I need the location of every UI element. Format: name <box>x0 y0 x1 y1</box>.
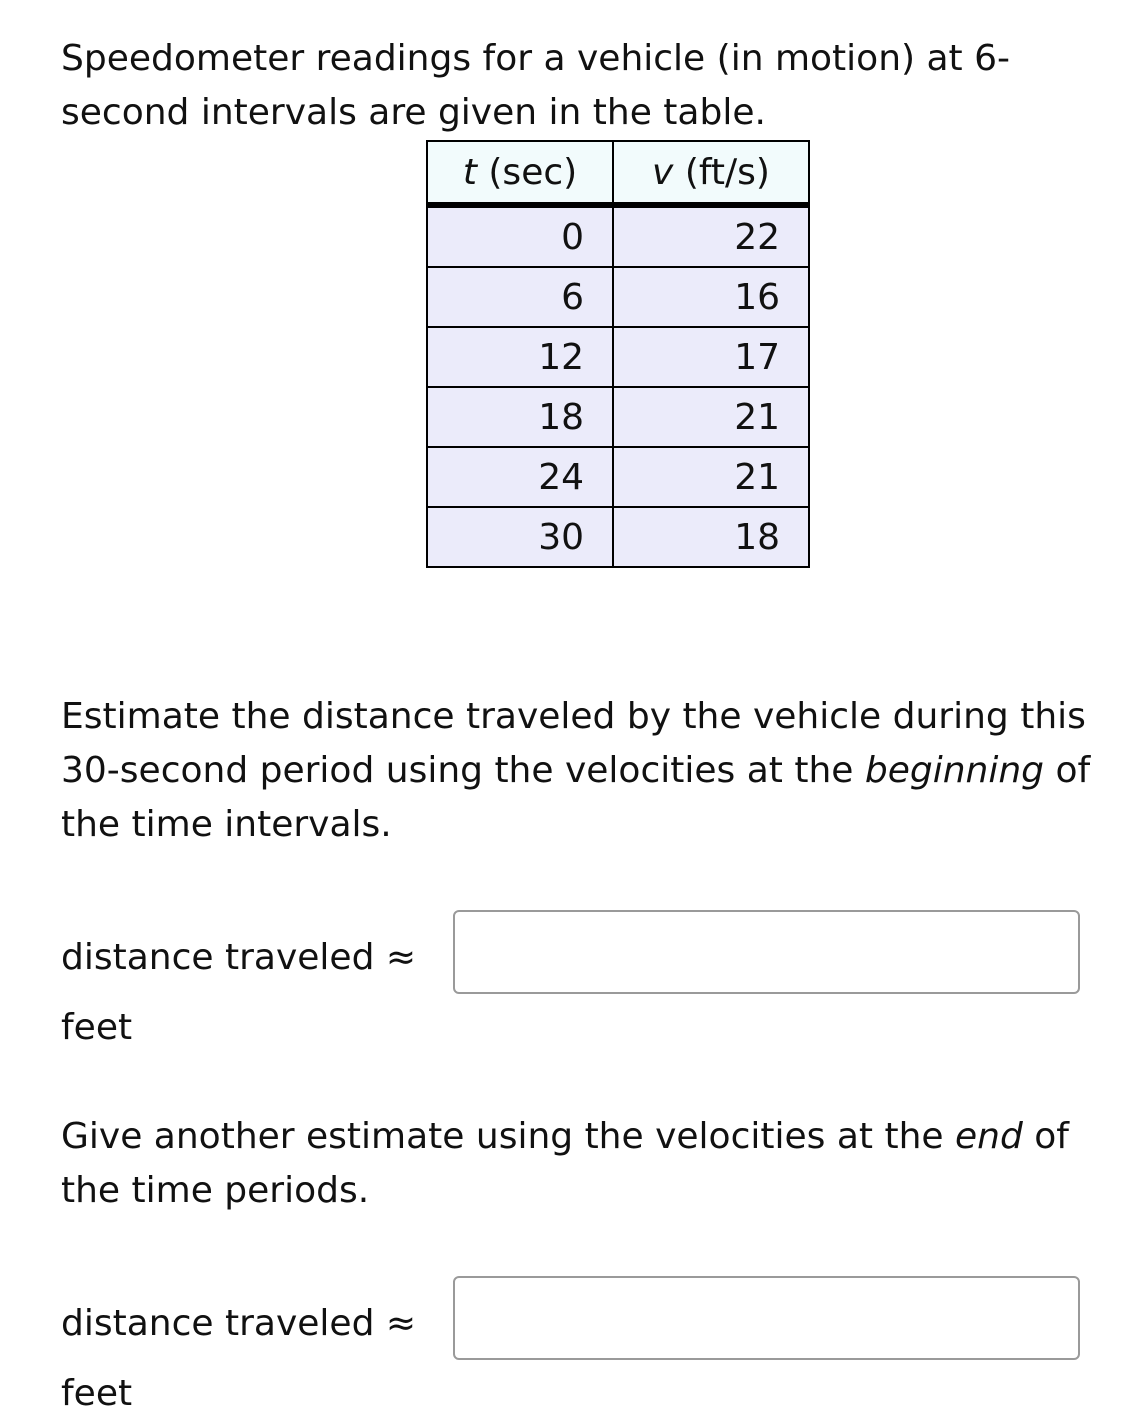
table-row <box>427 507 809 567</box>
velocity-cell: 21 <box>613 447 809 507</box>
time-cell: 12 <box>427 327 613 387</box>
velocity-cell: 21 <box>613 387 809 447</box>
question-2-text-end: of the time periods. <box>61 1116 1069 1211</box>
header-time-var: t <box>462 151 477 193</box>
header-velocity-unit: (ft/s) <box>684 151 770 193</box>
time-cell: 18 <box>427 387 613 447</box>
time-cell: 6 <box>427 267 613 327</box>
table-row <box>427 205 809 267</box>
header-velocity-var: v <box>652 151 674 193</box>
velocity-cell: 17 <box>613 327 809 387</box>
question-2-emphasis: end <box>954 1116 1023 1157</box>
header-time <box>427 141 613 205</box>
velocity-cell: 22 <box>613 205 809 267</box>
answer-1-unit: feet <box>61 1007 133 1048</box>
table-row <box>427 387 809 447</box>
answer-2-label: distance traveled ≈ <box>61 1303 417 1344</box>
table-header-row <box>427 141 809 205</box>
answer-2-unit: feet <box>61 1373 133 1414</box>
question-1-text <box>61 690 1091 852</box>
velocity-cell: 16 <box>613 267 809 327</box>
answer-2-input[interactable] <box>453 1276 1080 1360</box>
question-2-text <box>61 1110 1131 1218</box>
answer-1-input[interactable] <box>453 910 1080 994</box>
intro-text: Speedometer readings for a vehicle (in motion) at 6-second intervals are given in the table. <box>61 38 1011 133</box>
header-velocity <box>613 141 809 205</box>
question-1-text-end: of the time intervals. <box>61 750 1091 845</box>
time-cell: 0 <box>427 205 613 267</box>
question-2-text-start: Give another estimate using the velocities at the <box>61 1116 955 1157</box>
table-row <box>427 267 809 327</box>
answer-1-label: distance traveled ≈ <box>61 937 417 978</box>
table-row <box>427 327 809 387</box>
time-cell: 30 <box>427 507 613 567</box>
velocity-cell: 18 <box>613 507 809 567</box>
table-row <box>427 447 809 507</box>
question-1-emphasis: beginning <box>864 750 1045 791</box>
question-1-text-start: Estimate the distance traveled by the vehicle during this 30-second period using the velocities at the <box>61 696 1086 791</box>
speed-table <box>426 140 810 568</box>
header-time-unit: (sec) <box>488 151 578 193</box>
time-cell: 24 <box>427 447 613 507</box>
